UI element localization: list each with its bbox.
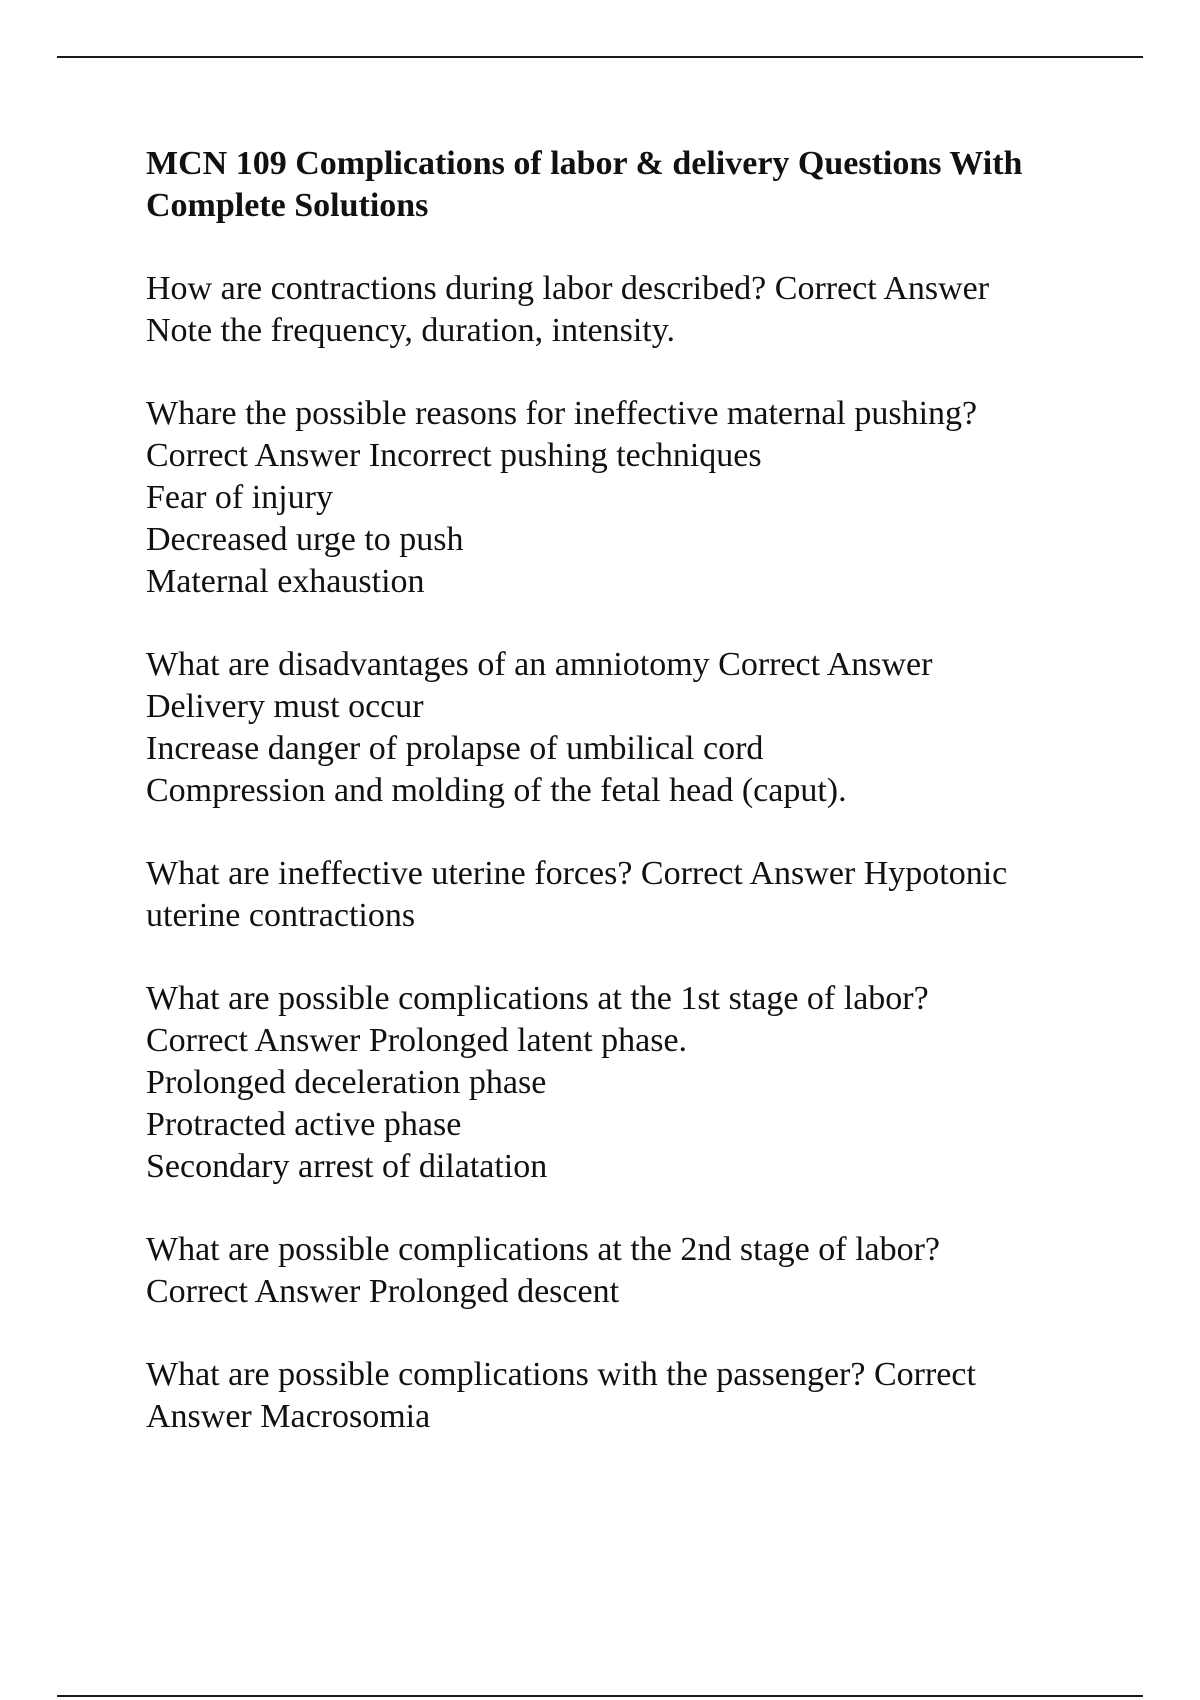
qa-item: What are possible complications at the 1st stage of labor? Correct Answer Prolonged latent phase. Prolonged deceleration phase Protracted active phase Secondary arrest of dilatation [146, 980, 929, 1185]
qa-item: Whare the possible reasons for ineffective maternal pushing? Correct Answer Incorrect pushing techniques Fear of injury Decreased urge to push Maternal exhaustion [146, 395, 978, 600]
top-rule [57, 56, 1143, 58]
qa-item: What are possible complications at the 2nd stage of labor? Correct Answer Prolonged descent [146, 1231, 941, 1310]
document-body [146, 143, 1096, 1479]
qa-item: What are possible complications with the passenger? Correct Answer Macrosomia [146, 1356, 976, 1435]
qa-item: How are contractions during labor described? Correct Answer Note the frequency, duration, intensity. [146, 270, 990, 349]
bottom-rule [57, 1695, 1143, 1697]
qa-item: What are disadvantages of an amniotomy Correct Answer Delivery must occur Increase danger of prolapse of umbilical cord Compression and molding of the fetal head (caput). [146, 646, 933, 809]
qa-item: What are ineffective uterine forces? Correct Answer Hypotonic uterine contractions [146, 855, 1008, 934]
document-title: MCN 109 Complications of labor & delivery Questions With Complete Solutions [146, 145, 1023, 224]
